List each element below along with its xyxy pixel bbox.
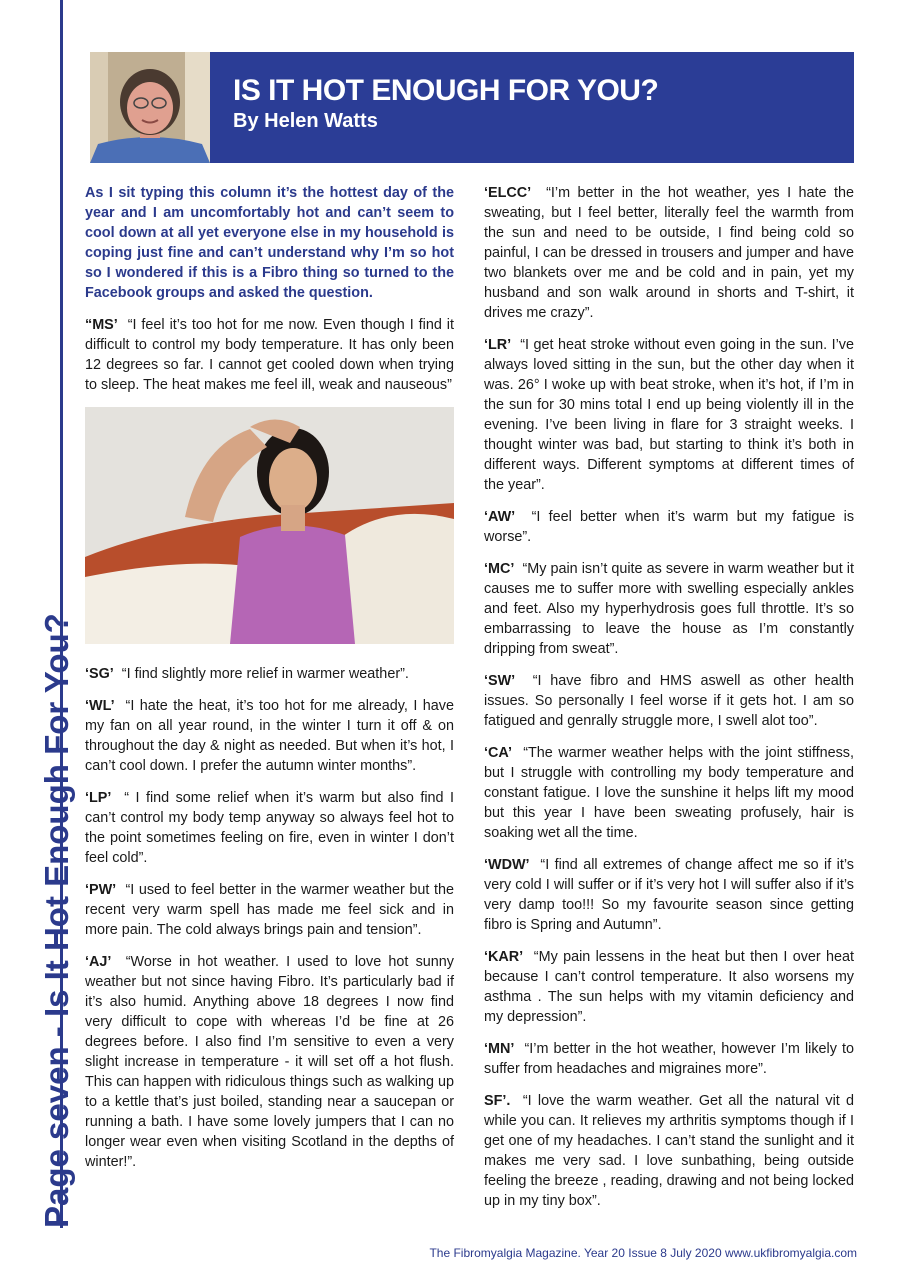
quote-text: “ I find some relief when it’s warm but also find I can’t control my body temp anyway so always feel hot to the point sometimes feeling on fire, even in winter I don’t feel cold”. (85, 790, 454, 866)
left-column (85, 183, 454, 1184)
quote-speaker: ‘WL’ (85, 698, 115, 714)
quote-speaker: “MS’ (85, 317, 118, 333)
quote-paragraph (484, 507, 854, 547)
quote-speaker: ‘LR’ (484, 337, 512, 353)
quote-paragraph (85, 664, 454, 684)
quote-speaker: ‘KAR’ (484, 949, 524, 965)
quote-speaker: ‘CA’ (484, 745, 512, 761)
sidebar-title: Page seven - Is It Hot Enough For You? (38, 613, 75, 1228)
quote-speaker: ‘MC’ (484, 561, 515, 577)
quote-text: “I find all extremes of change affect me so if it’s very cold I will suffer or if it’s very hot I will suffer also if it’s very damp too!!! So my favourite season since getting fibro is Spring and Autumn”. (484, 857, 854, 933)
quote-text: “I hate the heat, it’s too hot for me already, I have my fan on all year round, in the winter I turn it off & on throughout the day & night as needed. But when it’s hot, I can’t cool down. I prefer the autumn winter months”. (85, 698, 454, 774)
quote-paragraph (484, 335, 854, 495)
quote-text: “My pain lessens in the heat but then I over heat because I can’t control temperature. It also worsens my asthma . The sun helps with my vitamin deficiency and my depression”. (484, 949, 855, 1025)
quote-speaker: ‘AJ’ (85, 954, 112, 970)
quote-text: “I get heat stroke without even going in the sun. I’ve always loved sitting in the sun, but the other day when it was. 26° I woke up with beat stroke, when it’s hot, if I’m in the sun for 30 mins total I end up being violently ill in the evening. I’ve been living in flare for 3 straight weeks. I thought winter was bad, but starting to think it’s both in different ways. Different symptoms at different times of the year”. (484, 337, 854, 493)
quote-text: “I have fibro and HMS aswell as other health issues. So personally I feel worse if it gets hot. I am so fatigued and genrally struggle more, I swell alot too”. (484, 673, 854, 729)
quote-speaker: ‘ELCC’ (484, 185, 532, 201)
intro-paragraph: As I sit typing this column it’s the hottest day of the year and I am uncomfortably hot and can’t seem to cool down at all yet everyone else in my household is coping just fine and can’t understand why I’m so hot so I wondered if this is a Fibro thing so turned to the Facebook groups and asked the question. (85, 185, 454, 301)
header-banner (90, 52, 854, 163)
quote-paragraph (484, 1091, 854, 1211)
quote-text: “I find slightly more relief in warmer weather”. (121, 666, 409, 682)
quote-paragraph (85, 696, 454, 776)
quote-paragraph (484, 1039, 854, 1079)
quote-paragraph (484, 671, 854, 731)
quote-speaker: ‘LP’ (85, 790, 112, 806)
quote-paragraph (484, 559, 854, 659)
quote-speaker: ‘WDW’ (484, 857, 530, 873)
article-byline: By Helen Watts (233, 110, 378, 132)
quote-paragraph (484, 855, 854, 935)
quote-paragraph (484, 183, 854, 323)
right-column (484, 183, 854, 1223)
quote-text: “I’m better in the hot weather, however I’m likely to suffer from headaches and migraines more”. (484, 1041, 854, 1077)
quote-paragraph (85, 788, 454, 868)
quote-speaker: ‘AW’ (484, 509, 516, 525)
quote-paragraph (85, 315, 454, 395)
quote-speaker: ‘MN’ (484, 1041, 515, 1057)
quote-text: “I’m better in the hot weather, yes I hate the sweating, but I feel better, literally feel the warmth from the sun and need to be outside, I find being cold so painful, I can be dressed in trousers and jumper and have two blankets over me and be cold and in pain, yet my husband and son walk around in shorts and T-shirt, it drives me crazy”. (484, 185, 854, 321)
quote-paragraph (85, 952, 454, 1172)
quote-speaker: SF’. (484, 1093, 511, 1109)
article-title: IS IT HOT ENOUGH FOR YOU? (233, 74, 659, 107)
quote-speaker: ‘PW’ (85, 882, 117, 898)
quote-speaker: ‘SG’ (85, 666, 114, 682)
quote-text: “I love the warm weather. Get all the natural vit d while you can. It relieves my arthritis symptoms though if I get one of my headaches. I can’t stand the sunlight and it makes me very sad. I love sunbathing, being outside feeling the breeze , reading, drawing and not being locked up in my tiny box”. (484, 1093, 855, 1209)
quote-text: “The warmer weather helps with the joint stiffness, but I struggle with controlling my body temperature and constant fatigue. I love the sunshine it helps lift my mood but this year I have been sweating profusely, hair is soaking wet all the time. (484, 745, 854, 841)
quote-text: “I feel it’s too hot for me now. Even though I find it difficult to control my body temperature. It has only been 12 degrees so far. I cannot get cooled down when trying to sleep. The heat makes me feel ill, weak and nauseous” (85, 317, 454, 393)
quote-paragraph (484, 947, 854, 1027)
quote-speaker: ‘SW’ (484, 673, 516, 689)
author-photo (90, 52, 210, 163)
quote-text: “I feel better when it’s warm but my fatigue is worse”. (484, 509, 855, 545)
quote-text: “My pain isn’t quite as severe in warm weather but it causes me to suffer more with swelling especially ankles and feet. Also my hyperhydrosis goes full throttle. It’s so embarrassing to leave the house as I’m constantly dripping from sweat”. (484, 561, 854, 657)
page-footer: The Fibromyalgia Magazine. Year 20 Issue 8 July 2020 www.ukfibromyalgia.com (429, 1246, 857, 1260)
quote-paragraph (85, 880, 454, 940)
quote-paragraph (484, 743, 854, 843)
article-photo (85, 407, 454, 644)
quote-text: “I used to feel better in the warmer weather but the recent very warm spell has made me feel sick and in more pain. The cold always brings pain and tension”. (85, 882, 454, 938)
quote-text: “Worse in hot weather. I used to love hot sunny weather but not since having Fibro. It’s particularly bad if it’s also humid. Anything above 18 degrees I now find very difficult to cope with whereas I’d be fine at 26 degrees before. I also find I’m sensitive to even a very slight increase in temperature - it will set off a hot flush. This can happen with ridiculous things such as walking up to a kettle that’s just boiled, standing near a saucepan or running a bath. I have some lovely jumpers that I can no longer wear even when visiting Scotland in the depths of winter!”. (85, 954, 454, 1170)
